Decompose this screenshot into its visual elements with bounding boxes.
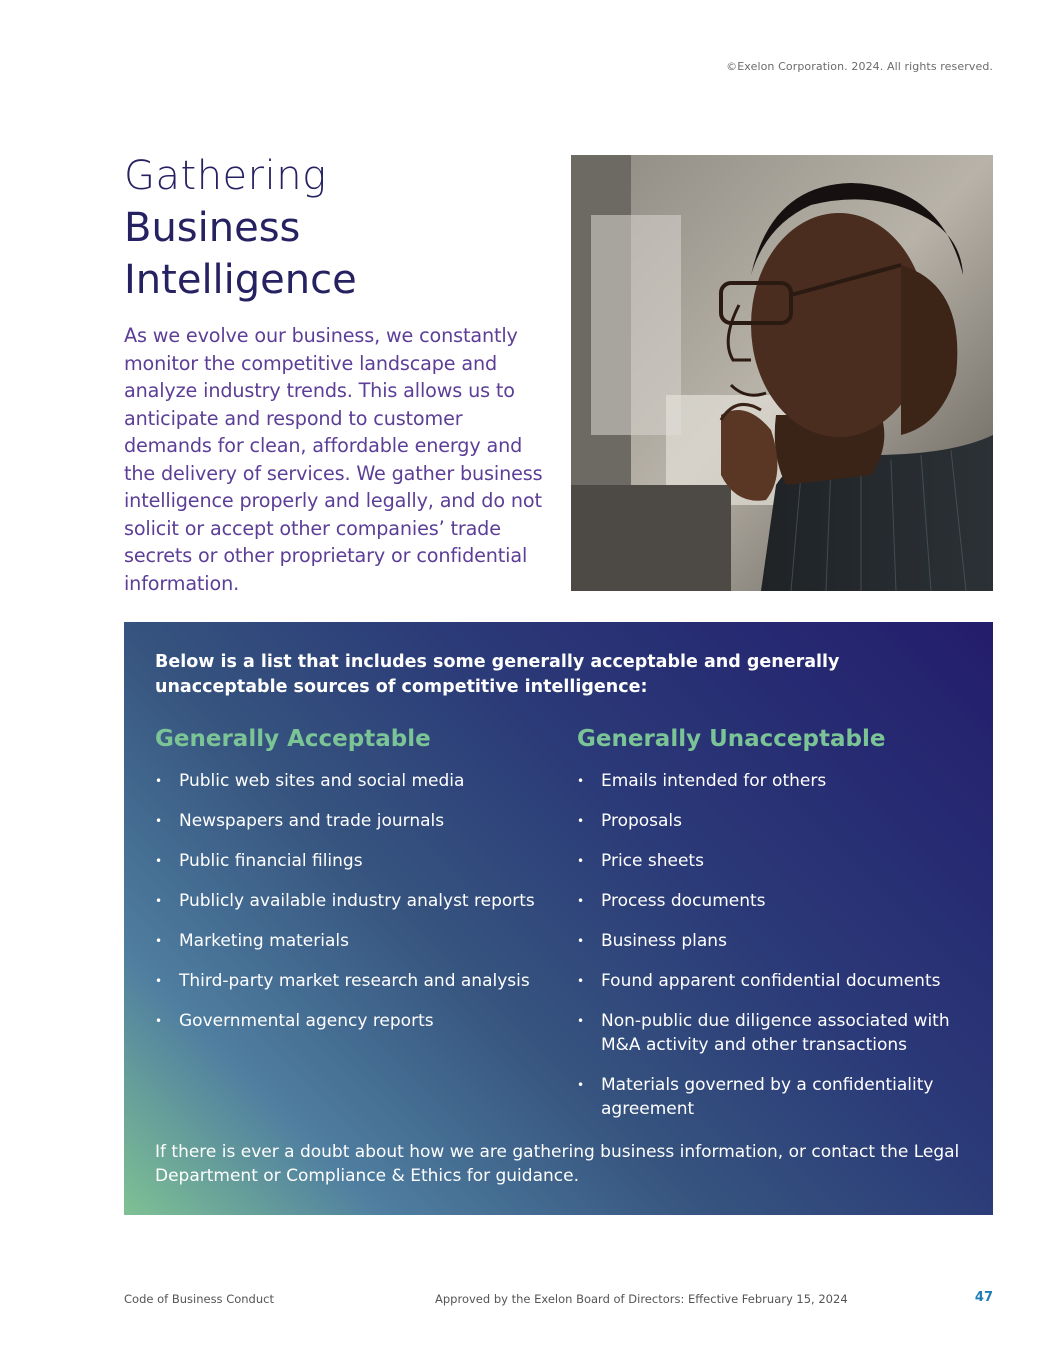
list-item-text: Process documents — [601, 891, 766, 911]
list-item — [577, 809, 967, 833]
page-title — [124, 150, 554, 306]
list-item — [155, 969, 555, 993]
list-item-text: Price sheets — [601, 851, 704, 871]
list-item-text: Public web sites and social media — [179, 771, 465, 791]
list-item — [155, 929, 555, 953]
list-item-text: Public financial filings — [179, 851, 363, 871]
bullet-icon: • — [577, 894, 585, 908]
title-line-1: Gathering — [124, 153, 327, 199]
list-item — [577, 769, 967, 793]
list-item-text: Marketing materials — [179, 931, 349, 951]
competitive-intelligence-panel — [124, 622, 993, 1215]
bullet-icon: • — [155, 934, 163, 948]
bullet-icon: • — [577, 1014, 585, 1028]
list-item-text: Governmental agency reports — [179, 1011, 434, 1031]
list-item — [155, 809, 555, 833]
list-item — [577, 929, 967, 953]
bullet-icon: • — [577, 854, 585, 868]
list-item — [577, 969, 967, 993]
list-item — [577, 849, 967, 873]
list-item-text: Newspapers and trade journals — [179, 811, 445, 831]
list-item-text: Publicly available industry analyst reports — [179, 891, 535, 911]
list-item — [155, 769, 555, 793]
unacceptable-column — [577, 723, 967, 1137]
panel-intro: Below is a list that includes some generally acceptable and generally unacceptable sources of competitive intelligence: — [155, 652, 840, 697]
list-item — [155, 889, 555, 913]
bullet-icon: • — [577, 934, 585, 948]
bullet-icon: • — [155, 854, 163, 868]
list-item-text: Non-public due diligence associated with M&A activity and other transactions — [601, 1011, 950, 1055]
acceptable-column — [155, 723, 555, 1049]
bullet-icon: • — [155, 974, 163, 988]
panel-footer-note: If there is ever a doubt about how we are gathering business information, or contact the Legal Department or Compliance & Ethics for guidance. — [155, 1142, 960, 1186]
bullet-icon: • — [155, 814, 163, 828]
title-line-2: Business — [124, 205, 301, 251]
unacceptable-heading: Generally Unacceptable — [577, 726, 886, 752]
title-line-3: Intelligence — [124, 257, 357, 303]
person-photo — [571, 155, 993, 591]
footer-approval-note: Approved by the Exelon Board of Directors: Effective February 15, 2024 — [435, 1292, 848, 1306]
acceptable-heading: Generally Acceptable — [155, 726, 431, 752]
list-item-text: Materials governed by a confidentiality agreement — [601, 1075, 934, 1119]
list-item — [155, 1009, 555, 1033]
bullet-icon: • — [577, 974, 585, 988]
list-item-text: Proposals — [601, 811, 683, 831]
acceptable-list — [155, 769, 555, 1033]
copyright-notice: ©Exelon Corporation. 2024. All rights reserved. — [726, 60, 993, 73]
bullet-icon: • — [577, 1078, 585, 1092]
bullet-icon: • — [577, 774, 585, 788]
page-number: 47 — [974, 1290, 993, 1305]
bullet-icon: • — [155, 774, 163, 788]
list-item — [577, 1073, 967, 1121]
footer-document-title: Code of Business Conduct — [124, 1292, 274, 1306]
person-photo-illustration — [571, 155, 993, 591]
list-item — [577, 1009, 967, 1057]
bullet-icon: • — [155, 894, 163, 908]
list-item-text: Business plans — [601, 931, 727, 951]
list-item — [577, 889, 967, 913]
bullet-icon: • — [155, 1014, 163, 1028]
unacceptable-list — [577, 769, 967, 1121]
list-item — [155, 849, 555, 873]
bullet-icon: • — [577, 814, 585, 828]
list-item-text: Emails intended for others — [601, 771, 827, 791]
intro-paragraph: As we evolve our business, we constantly monitor the competitive landscape and analyze industry trends. This allows us to anticipate and respond to customer demands for clean, affordable energy and the delivery of services. We gather business intelligence properly and legally, and do not solicit or accept other companies’ trade secrets or other proprietary or confidential information. — [124, 324, 543, 595]
list-item-text: Found apparent confidential documents — [601, 971, 941, 991]
list-item-text: Third-party market research and analysis — [179, 971, 530, 991]
